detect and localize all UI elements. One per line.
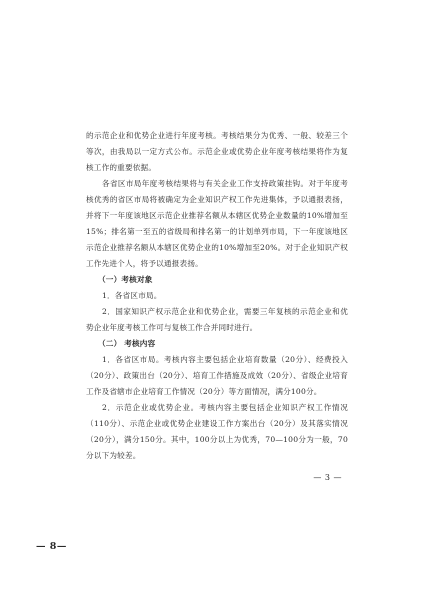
paragraph-continued: 的示范企业和优势企业进行年度考核。考核结果分为优秀、一般、较差三个等次，由我局以一定方式公布。示范企业或优势企业年度考核结果将作为复核工作的重要依据。 [86, 131, 348, 172]
list-item: 2．示范企业或优势企业。考核内容主要包括企业知识产权工作情况（110分）、示范企业或优势企业建设工作方案出台（20分）及其落实情况（20分），满分150分。其中，100分以上为优秀，70—100分为一般，70分以下为较差。 [86, 403, 348, 460]
paragraph-policy-linkage: 各省区市局年度考核结果将与有关企业工作支持政策挂钩。对于年度考核优秀的省区市局将被确定为企业知识产权工作先进集体，予以通报表扬，并将下一年度该地区示范企业推荐名额从本辖区优势企业数量的10%增加至15%；排名第一至五的省级局和排名第一的计划单列市局，下一年度该地区示范企业推荐名额从本辖区优势企业的10%增加至20%。对于企业知识产权工作先进个人，将予以通报表扬。 [86, 179, 348, 268]
section-heading-assessment-content: （二） 考核内容 [98, 339, 156, 348]
inner-page-number: — 3 — [313, 473, 342, 482]
list-item: 1．各省区市局。 [102, 291, 162, 300]
list-item: 1．各省区市局。考核内容主要包括企业培育数量（20分）、经费投入（20分）、政策出台（20分）、培育工作措施及成效（20分）、省级企业培育工作及省辖市企业培育工作情况（20分）等方面情况，满分100分。 [86, 355, 348, 396]
list-item: 2．国家知识产权示范企业和优势企业，需要三年复核的示范企业和优势企业年度考核工作可与复核工作合并同时进行。 [86, 307, 348, 332]
inner-document-page [86, 128, 348, 500]
outer-page-number: — 8— [36, 541, 67, 552]
section-heading-assessment-targets: （一）考核对象 [98, 275, 153, 284]
